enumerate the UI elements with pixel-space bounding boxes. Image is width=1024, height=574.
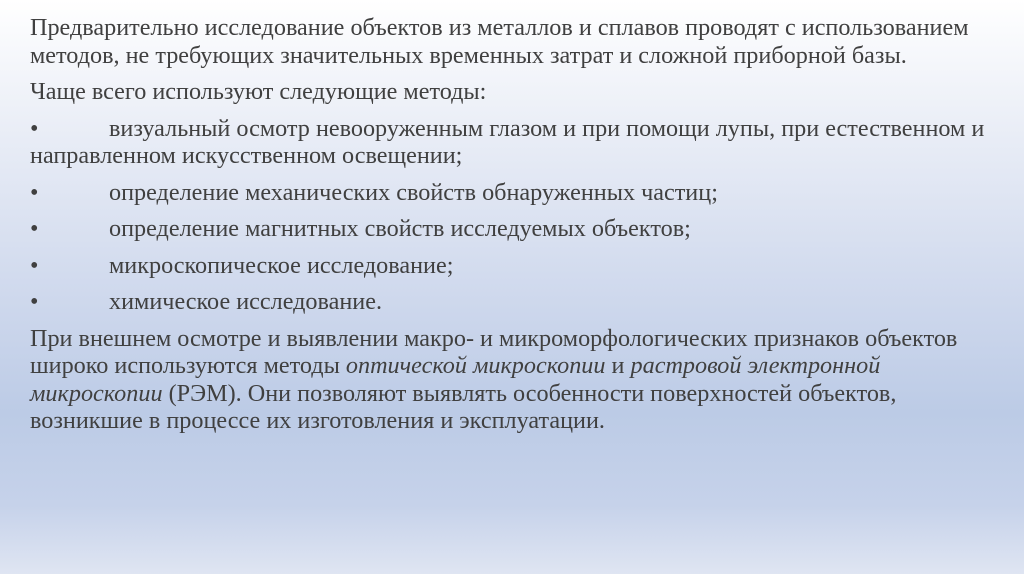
bullet-item-mechanical-properties bbox=[30, 179, 1005, 207]
methods-lead-paragraph: Чаще всего используют следующие методы: bbox=[30, 78, 487, 105]
optical-microscopy-term: оптической микроскопии bbox=[345, 352, 606, 379]
bullet-marker: • bbox=[30, 251, 39, 279]
closing-text-part-3: (РЭМ). Они позволяют выявлять особенности поверхностей объектов, возникшие в процессе их изготовления и эксплуатации. bbox=[30, 379, 897, 434]
bullet-marker: • bbox=[30, 114, 39, 142]
closing-text-part-1: При внешнем осмотре и выявлении макро- и микроморфологических признаков объектов широко используются методы bbox=[30, 324, 958, 379]
closing-text-part-2: и bbox=[605, 352, 631, 379]
bullet-text: микроскопическое исследование; bbox=[109, 251, 454, 279]
bullet-marker: • bbox=[30, 288, 39, 315]
closing-paragraph bbox=[30, 325, 1005, 435]
bullet-marker: • bbox=[30, 215, 39, 242]
bullet-text: визуальный осмотр невооруженным глазом и при помощи лупы, при естественном и направленном искусственном освещении; bbox=[30, 114, 985, 169]
sem-term: растровой электронной микроскопии bbox=[30, 352, 881, 407]
bullet-text: химическое исследование. bbox=[109, 288, 383, 315]
bullet-item-chemical-study bbox=[30, 288, 1005, 316]
bullet-text: определение механических свойств обнаруженных частиц; bbox=[109, 178, 718, 206]
bullet-marker: • bbox=[30, 178, 39, 206]
slide-content bbox=[30, 14, 1005, 435]
bullet-text: определение магнитных свойств исследуемых объектов; bbox=[109, 215, 691, 242]
bullet-item-visual-inspection bbox=[30, 115, 1005, 170]
bullet-item-magnetic-properties bbox=[30, 215, 1005, 243]
intro-paragraph: Предварительно исследование объектов из металлов и сплавов проводят с использованием методов, не требующих значительных временных затрат и сложной приборной базы. bbox=[30, 14, 969, 69]
bullet-item-microscopic-study bbox=[30, 252, 1005, 280]
